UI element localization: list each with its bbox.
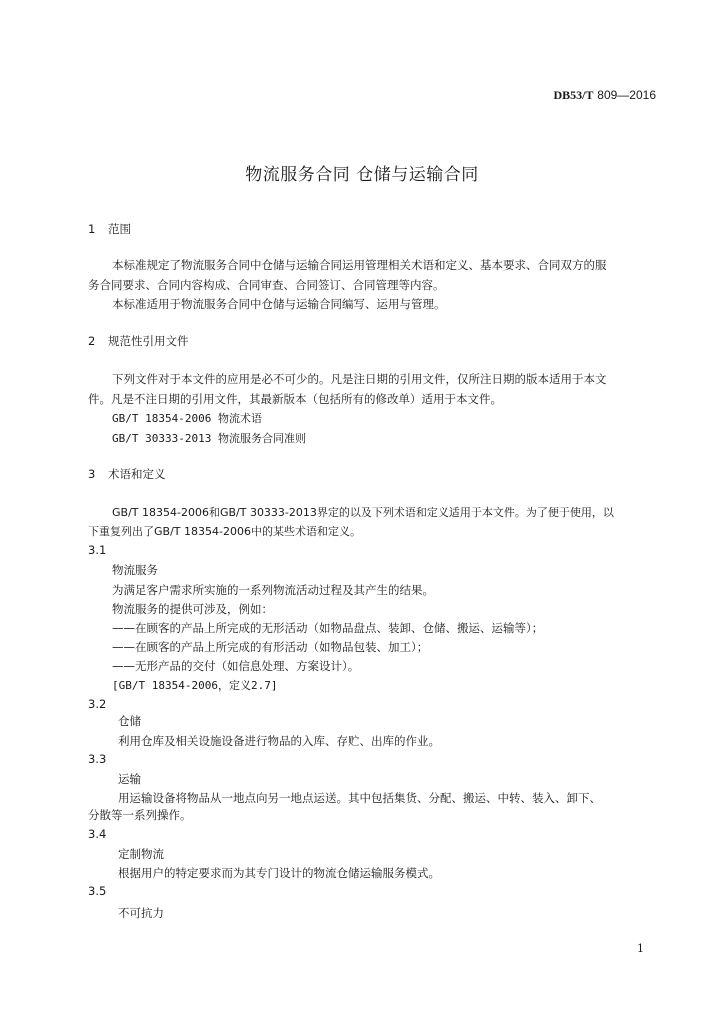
term-name: 仓储 <box>118 714 141 728</box>
note-line: ——在顾客的产品上所完成的无形活动（如物品盘点、装卸、仓储、搬运、运输等）； <box>112 621 544 635</box>
paragraph-line: 下重复列出了GB/T 18354-2006中的某些术语和定义。 <box>88 525 361 538</box>
page-number: 1 <box>637 942 644 955</box>
term-name: 定制物流 <box>118 847 164 861</box>
term-source: [GB/T 18354-2006，定义2.7] <box>112 679 278 692</box>
term-number: 3.1 <box>88 543 107 557</box>
term-number: 3.3 <box>88 752 107 766</box>
term-definition: 根据用户的特定要求而为其专门设计的物流仓储运输服务模式。 <box>118 866 440 880</box>
document-title: 物流服务合同 仓储与运输合同 <box>245 165 479 185</box>
note-line: ——无形产品的交付（如信息处理、方案设计）。 <box>112 659 360 673</box>
paragraph-line: 件。凡是不注日期的引用文件，其最新版本（包括所有的修改单）适用于本文件。 <box>88 392 502 406</box>
note-line: 物流服务的提供可涉及，例如： <box>112 602 273 616</box>
term-definition: 用运输设备将物品从一地点向另一地点运送。其中包括集货、分配、搬运、中转、装入、卸下、 <box>118 791 601 805</box>
term-definition: 为满足客户需求所实施的一系列物流活动过程及其产生的结果。 <box>112 583 434 597</box>
reference-item: GB/T 18354-2006 物流术语 <box>112 412 262 425</box>
section-number: 1 <box>88 222 96 236</box>
standard-code-prefix: DB53/T <box>553 88 594 102</box>
term-number: 3.4 <box>88 827 107 841</box>
paragraph-line: 本标准适用于物流服务合同中仓储与运输合同编写、运用与管理。 <box>112 297 446 311</box>
section-number: 3 <box>88 467 96 481</box>
term-number: 3.5 <box>88 884 107 898</box>
section-title: 术语和定义 <box>108 467 166 481</box>
term-definition: 利用仓库及相关设施设备进行物品的入库、存贮、出库的作业。 <box>118 734 440 748</box>
paragraph-line: 务合同要求、合同内容构成、合同审查、合同签订、合同管理等内容。 <box>88 278 445 292</box>
term-name: 运输 <box>118 772 141 786</box>
term-definition: 分散等一系列操作。 <box>88 808 192 822</box>
standard-code-number: 809—2016 <box>597 88 656 102</box>
term-number: 3.2 <box>88 697 107 711</box>
reference-item: GB/T 30333-2013 物流服务合同准则 <box>112 432 306 445</box>
section-2-heading <box>88 333 189 349</box>
paragraph-line: 下列文件对于本文件的应用是必不可少的。凡是注日期的引用文件，仅所注日期的版本适用于本文 <box>112 372 607 386</box>
section-3-heading <box>88 466 166 482</box>
section-1-heading <box>88 221 131 237</box>
standard-code <box>553 88 656 103</box>
paragraph-line: GB/T 18354-2006和GB/T 30333-2013界定的以及下列术语和定义适用于本文件。为了便于使用，以 <box>112 506 614 519</box>
term-name: 不可抗力 <box>118 906 164 920</box>
section-title: 范围 <box>108 222 131 236</box>
term-name: 物流服务 <box>112 563 158 577</box>
note-line: ——在顾客的产品上所完成的有形活动（如物品包装、加工）； <box>112 640 429 654</box>
paragraph-line: 本标准规定了物流服务合同中仓储与运输合同运用管理相关术语和定义、基本要求、合同双方的服 <box>112 258 607 272</box>
section-title: 规范性引用文件 <box>108 334 189 348</box>
section-number: 2 <box>88 334 96 348</box>
